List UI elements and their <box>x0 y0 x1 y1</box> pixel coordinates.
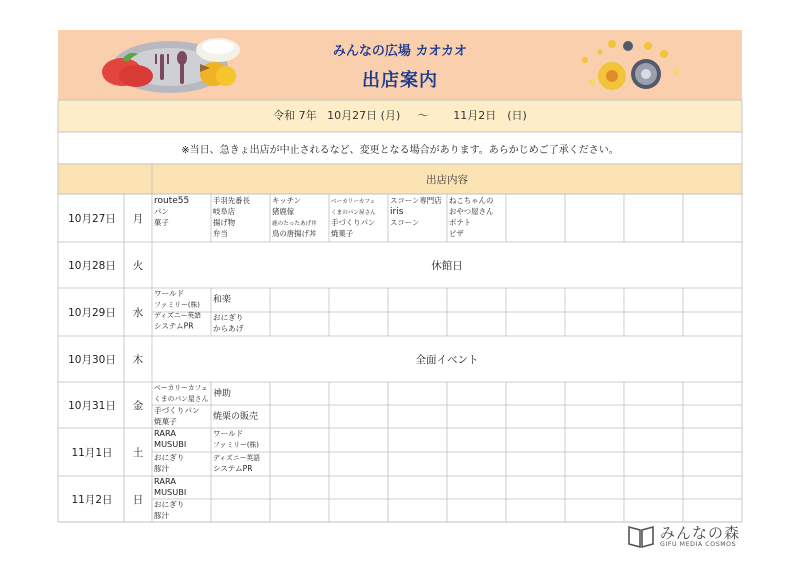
vendor-name: ディズニー英語 <box>154 311 202 320</box>
vendor-text: ベーカリーカフェ <box>331 199 376 205</box>
date-cell: 10月30日 <box>68 354 116 366</box>
vendor-name: ワールド <box>154 289 185 298</box>
vendor-text: 鹿のたったあげ丼 <box>272 221 317 227</box>
date-range <box>58 107 742 123</box>
vendor-text: くまのパン屋さん <box>331 210 376 216</box>
vendor-text: 菓子 <box>154 218 169 227</box>
full-row-text: 全面イベント <box>415 354 479 366</box>
vendor-text: キッチン <box>272 196 302 205</box>
brand-logo <box>626 522 776 552</box>
vendor-item: 手づくりパン <box>154 406 200 415</box>
vendor-text: 手づくりパン <box>331 218 376 227</box>
page-subtitle: みんなの広場 カオカオ <box>332 44 468 59</box>
full-row-text: 休館日 <box>431 260 463 272</box>
vendor-text: 手羽先番長 <box>213 196 250 205</box>
vendor-name: ファミリー(株) <box>213 440 259 449</box>
vendor-name: MUSUBI <box>154 438 187 449</box>
vendor-name: RARA <box>154 476 176 486</box>
book-icon <box>626 522 656 550</box>
start-date: 10月27日 (月) <box>327 109 401 122</box>
vendor-name: RARA <box>154 428 176 438</box>
weekday-cell: 水 <box>132 307 144 319</box>
vendor-text: iris <box>390 207 404 217</box>
vendor-item: おにぎり <box>213 313 244 322</box>
date-cell: 11月1日 <box>71 447 113 459</box>
vendor-name: システムPR <box>154 321 194 331</box>
vendor-item: おにぎり <box>154 500 185 509</box>
vendor-text: おやつ屋さん <box>449 207 494 216</box>
schedule-grid <box>58 194 742 522</box>
column-header: 出店内容 <box>426 174 468 186</box>
weekday-cell: 土 <box>132 447 144 459</box>
vendor-text: ポテト <box>449 218 472 227</box>
vendor-text: 弁当 <box>213 229 228 238</box>
page-title: 出店案内 <box>362 70 438 91</box>
vendor-name: ワールド <box>213 429 244 438</box>
weekday-cell: 金 <box>132 400 144 412</box>
vendor-name: ファミリー(株) <box>154 300 200 309</box>
date-cell: 10月29日 <box>68 307 116 319</box>
notice-text: ※当日、急きょ出店が中止されるなど、変更となる場合があります。あらかじめご了承ください。 <box>181 145 619 156</box>
vendor-text: ピザ <box>449 229 464 238</box>
vendor-name: MUSUBI <box>154 486 187 497</box>
vendor-text: パン <box>154 207 169 216</box>
vendor-text: 猪鹿傢 <box>272 207 295 216</box>
vendor-item: 焼栗の販売 <box>213 412 259 422</box>
vendor-item: からあげ <box>213 323 244 333</box>
vendor-item: ディズニー英語 <box>213 454 261 462</box>
date-cell: 10月27日 <box>68 213 116 225</box>
date-separator: ～ <box>417 109 429 122</box>
vendor-item: システムPR <box>213 463 253 473</box>
vendor-text: スコーン <box>390 218 420 227</box>
vendor-item: 豚汁 <box>154 510 170 520</box>
vendor-name: ベーカリーカフェ <box>154 384 208 392</box>
weekday-cell: 月 <box>132 213 144 225</box>
vendor-item: 焼菓子 <box>154 416 177 426</box>
vendor-text: ねこちゃんの <box>449 196 494 205</box>
vendor-text: 岐阜店 <box>213 207 236 216</box>
vendor-name: 神助 <box>213 389 232 399</box>
date-cell: 10月31日 <box>68 400 116 412</box>
vendor-text: 焼菓子 <box>331 229 354 238</box>
weekday-cell: 木 <box>132 354 144 366</box>
vendor-item: 豚汁 <box>154 463 170 473</box>
era-year: 令和 7年 <box>273 109 317 122</box>
weekday-cell: 火 <box>132 260 144 272</box>
date-cell: 11月2日 <box>71 494 113 506</box>
vendor-name: くまのパン屋さん <box>154 394 209 403</box>
weekday-cell: 日 <box>132 494 144 506</box>
vendor-text: スコーン専門店 <box>390 196 442 205</box>
vendor-text: 揚げ物 <box>213 218 236 227</box>
vendor-text: route55 <box>154 196 190 206</box>
brand-name: みんなの森 <box>660 524 741 542</box>
vendor-text: 鳥の唐揚げ丼 <box>272 229 317 238</box>
vendor-name: 和楽 <box>213 295 232 305</box>
date-cell: 10月28日 <box>68 260 116 272</box>
end-date: 11月2日 (日) <box>453 109 527 122</box>
brand-subtitle: GIFU MEDIA COSMOS <box>660 541 737 548</box>
vendor-item: おにぎり <box>154 453 185 462</box>
